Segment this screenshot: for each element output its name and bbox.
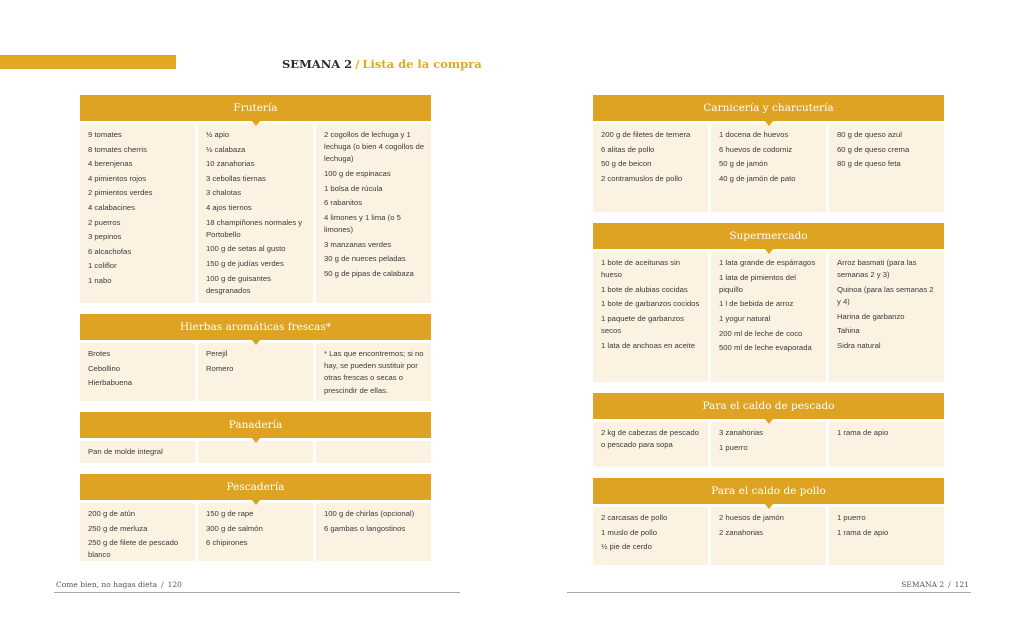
list-item: Romero xyxy=(206,363,234,373)
list-item: 6 alcachofas xyxy=(88,246,132,256)
list-item: 3 zanahorias xyxy=(719,428,764,437)
list-item: 60 g de queso crema xyxy=(837,144,910,154)
pointer-icon xyxy=(764,418,774,424)
list-item: Cebollino xyxy=(88,363,121,373)
list-item: 100 g de guisantes desgranados xyxy=(206,273,271,295)
section-cells xyxy=(593,507,944,565)
list-item: 3 pepinos xyxy=(88,232,122,242)
list-item: Tahina xyxy=(837,326,860,336)
list-item: 10 zanahorias xyxy=(206,159,255,169)
list-item: 300 g de salmón xyxy=(206,523,263,533)
section-cells xyxy=(80,343,431,401)
list-item: 1 paquete de garbanzos secos xyxy=(601,313,684,336)
list-item: Brotes xyxy=(88,349,111,358)
list-item: 1 rama de apio xyxy=(837,527,889,537)
section-supermercado xyxy=(593,223,944,382)
list-column xyxy=(80,441,195,463)
list-column xyxy=(593,124,708,212)
list-item: Perejil xyxy=(206,349,228,358)
section-cells xyxy=(593,252,944,382)
footer-week: SEMANA 2 xyxy=(901,580,945,589)
list-item: ½ pie de cerdo xyxy=(601,542,652,552)
list-item: 1 yogur natural xyxy=(719,313,771,323)
list-item: 2 carcasas de pollo xyxy=(601,513,668,522)
list-item: 150 g de rape xyxy=(206,509,254,518)
section-title: Panadería xyxy=(228,419,283,431)
page-title xyxy=(282,57,482,71)
section-caldo-pescado xyxy=(593,393,944,467)
list-item: 4 berenjenas xyxy=(88,159,133,169)
section-header xyxy=(80,412,431,438)
list-item: 1 nabo xyxy=(88,275,112,285)
list-item: 1 bote de alubias cocidas xyxy=(601,284,688,294)
list-column xyxy=(80,343,195,401)
section-header xyxy=(593,223,944,249)
pointer-icon xyxy=(251,437,261,443)
section-header xyxy=(80,474,431,500)
list-item: 4 limones y 1 lima (o 5 limones) xyxy=(324,212,401,234)
list-item: 6 alitas de pollo xyxy=(601,144,655,154)
section-title: Para el caldo de pollo xyxy=(711,485,826,497)
list-item: 80 g de queso azul xyxy=(837,130,902,139)
list-item: 2 zanahorias xyxy=(719,527,764,537)
section-header xyxy=(80,95,431,121)
list-item: 1 lata grande de espárragos xyxy=(719,258,816,267)
list-item: 150 g de judías verdes xyxy=(206,258,284,268)
list-item: 500 ml de leche evaporada xyxy=(719,343,812,353)
footer-divider-right xyxy=(567,592,971,593)
footer-left xyxy=(56,580,182,589)
list-item: 100 g de setas al gusto xyxy=(206,244,286,254)
accent-bar xyxy=(0,55,176,69)
list-item: 3 manzanas verdes xyxy=(324,239,392,249)
list-item: 50 g de pipas de calabaza xyxy=(324,268,414,278)
list-column xyxy=(198,124,313,303)
list-item: 200 ml de leche de coco xyxy=(719,328,803,338)
pointer-icon xyxy=(251,499,261,505)
list-item: Hierbabuena xyxy=(88,378,133,388)
section-title: Hierbas aromáticas frescas* xyxy=(179,321,331,333)
list-item: 250 g de filete de pescado blanco xyxy=(88,538,179,560)
list-item: 2 kg de cabezas de pescado o pescado para sopa xyxy=(601,428,699,450)
section-title: Frutería xyxy=(233,102,278,114)
pointer-icon xyxy=(764,248,774,254)
pointer-icon xyxy=(251,339,261,345)
list-column xyxy=(316,343,431,401)
list-item: 4 ajos tiernos xyxy=(206,202,252,212)
list-item: 80 g de queso feta xyxy=(837,159,901,169)
list-column xyxy=(316,503,431,561)
list-item: 1 bote de aceitunas sin hueso xyxy=(601,258,681,280)
list-item: 50 g de beicon xyxy=(601,159,652,169)
footer-page-number: 121 xyxy=(954,580,969,589)
pointer-icon xyxy=(764,120,774,126)
list-column xyxy=(711,422,826,467)
list-column xyxy=(711,252,826,382)
section-carniceria xyxy=(593,95,944,212)
section-hierbas xyxy=(80,314,431,401)
list-column xyxy=(198,441,313,463)
section-caldo-pollo xyxy=(593,478,944,565)
list-column xyxy=(316,124,431,303)
list-item: 1 muslo de pollo xyxy=(601,527,657,537)
list-item: Quinoa (para las semanas 2 y 4) xyxy=(837,284,934,306)
list-item: 40 g de jamón de pato xyxy=(719,173,796,183)
list-column xyxy=(80,503,195,561)
list-item: 2 pimientos verdes xyxy=(88,188,153,198)
footer-separator: / xyxy=(161,580,164,589)
section-title: Para el caldo de pescado xyxy=(702,400,835,412)
list-item: 6 rabanitos xyxy=(324,198,363,208)
section-cells xyxy=(80,503,431,561)
list-item: 100 g de espinacas xyxy=(324,169,391,178)
list-item: ½ calabaza xyxy=(206,144,246,154)
page-title-separator: / xyxy=(355,57,360,71)
list-item: Arroz basmati (para las semanas 2 y 3) xyxy=(837,258,917,280)
list-item: 1 puerro xyxy=(837,513,866,522)
list-item: ½ apio xyxy=(206,130,230,139)
list-item: 2 huesos de jamón xyxy=(719,513,784,522)
list-column xyxy=(829,252,944,382)
list-item: 1 bolsa de rúcula xyxy=(324,183,383,193)
list-item: 6 gambas o langostinos xyxy=(324,523,406,533)
left-page-column xyxy=(80,95,431,572)
list-item: 50 g de jamón xyxy=(719,159,768,169)
section-header xyxy=(593,393,944,419)
footer-book-title: Come bien, no hagas dieta xyxy=(56,580,158,589)
list-item: 2 contramuslos de pollo xyxy=(601,173,683,183)
section-cells xyxy=(80,441,431,463)
list-column xyxy=(198,343,313,401)
list-item: 2 puerros xyxy=(88,217,121,227)
list-column xyxy=(593,422,708,467)
list-item: 1 puerro xyxy=(719,442,748,452)
pointer-icon xyxy=(764,503,774,509)
list-item: 1 l de bebida de arroz xyxy=(719,299,794,309)
footer-page-number: 120 xyxy=(167,580,182,589)
list-item: 9 tomates xyxy=(88,130,122,139)
list-item: Harina de garbanzo xyxy=(837,311,905,321)
section-title: Carnicería y charcutería xyxy=(703,102,834,114)
list-column xyxy=(711,124,826,212)
list-item: 100 g de chirlas (opcional) xyxy=(324,509,415,518)
right-page-column xyxy=(593,95,944,576)
list-item: * Las que encontremos; si no hay, se pueden sustituir por otras frescas o secas o prescindir de ellas. xyxy=(324,349,424,395)
section-title: Supermercado xyxy=(729,230,808,242)
list-item: 6 chipirones xyxy=(206,538,248,548)
list-column xyxy=(80,124,195,303)
list-item: 250 g de merluza xyxy=(88,523,148,533)
footer-separator: / xyxy=(948,580,951,589)
list-item: 30 g de nueces peladas xyxy=(324,254,406,264)
list-item: Pan de molde integral xyxy=(88,447,163,456)
section-header xyxy=(593,95,944,121)
list-item: 1 docena de huevos xyxy=(719,130,789,139)
page-title-week: SEMANA 2 xyxy=(282,57,353,71)
list-item: 6 huevos de codorniz xyxy=(719,144,793,154)
list-item: 3 cebollas tiernas xyxy=(206,173,266,183)
list-column xyxy=(711,507,826,565)
list-item: 1 lata de pimientos del piquillo xyxy=(719,272,796,294)
section-fruteria xyxy=(80,95,431,303)
list-item: 4 calabacines xyxy=(88,202,136,212)
list-item: 4 pimientos rojos xyxy=(88,173,147,183)
list-item: 1 bote de garbanzos cocidos xyxy=(601,299,700,309)
page-title-subtitle: Lista de la compra xyxy=(362,57,482,71)
section-pescaderia xyxy=(80,474,431,561)
list-item: 1 coliflor xyxy=(88,261,117,271)
list-item: 1 lata de anchoas en aceite xyxy=(601,340,696,350)
list-column xyxy=(593,252,708,382)
list-item: 8 tomates cherris xyxy=(88,144,147,154)
pointer-icon xyxy=(251,120,261,126)
list-item: 1 rama de apio xyxy=(837,428,889,437)
list-column xyxy=(829,422,944,467)
footer-divider-left xyxy=(54,592,460,593)
list-column xyxy=(198,503,313,561)
list-item: Sidra natural xyxy=(837,340,881,350)
section-header xyxy=(593,478,944,504)
section-cells xyxy=(593,124,944,212)
list-column xyxy=(316,441,431,463)
list-item: 2 cogollos de lechuga y 1 lechuga (o bien 4 cogollos de lechuga) xyxy=(324,130,425,164)
list-item: 3 chalotas xyxy=(206,188,242,198)
section-cells xyxy=(593,422,944,467)
section-title: Pescadería xyxy=(226,481,285,493)
list-column xyxy=(829,507,944,565)
section-cells xyxy=(80,124,431,303)
list-column xyxy=(829,124,944,212)
list-item: 18 champiñones normales y Portobello xyxy=(206,217,303,239)
section-panaderia xyxy=(80,412,431,463)
list-column xyxy=(593,507,708,565)
list-item: 200 g de atún xyxy=(88,509,136,518)
section-header xyxy=(80,314,431,340)
footer-right xyxy=(901,580,969,589)
list-item: 200 g de filetes de ternera xyxy=(601,130,691,139)
